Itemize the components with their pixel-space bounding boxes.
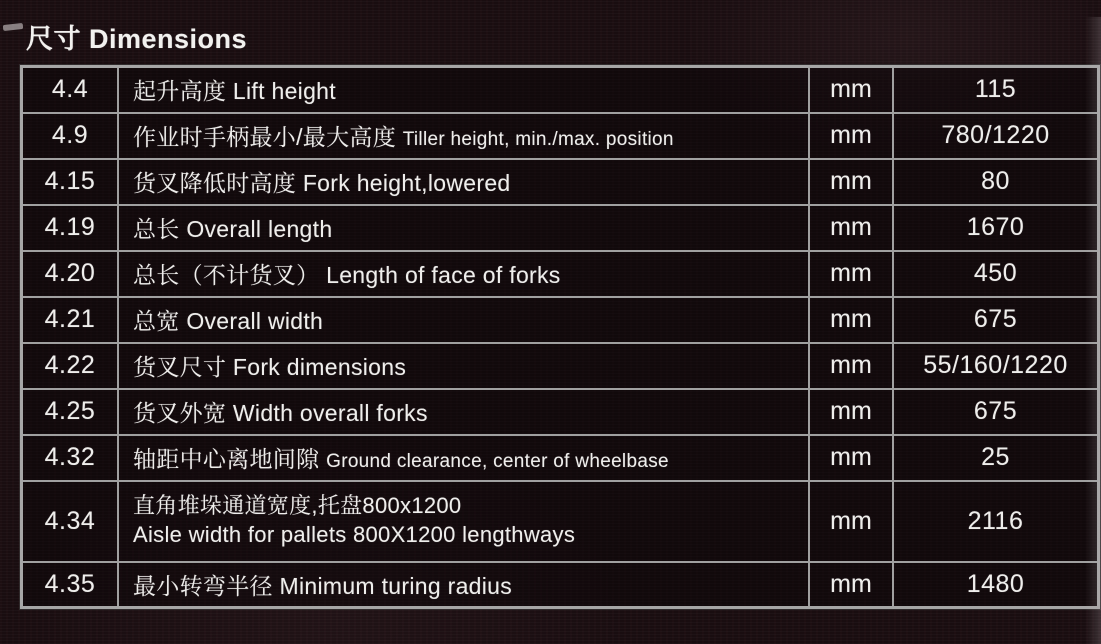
row-unit: mm — [809, 67, 893, 113]
table-row — [22, 67, 1099, 113]
row-code: 4.21 — [22, 297, 119, 343]
row-unit: mm — [809, 113, 893, 159]
table-row — [22, 113, 1099, 159]
row-unit: mm — [809, 251, 893, 297]
table-row — [22, 205, 1099, 251]
row-description — [118, 113, 809, 159]
description-zh: 总宽 — [133, 308, 180, 334]
table-row — [22, 389, 1099, 435]
description-en: Length of face of forks — [326, 262, 561, 288]
row-value: 780/1220 — [893, 113, 1099, 159]
row-description — [118, 562, 809, 608]
row-unit: mm — [809, 562, 893, 608]
table-row — [22, 562, 1099, 608]
description-en: Width overall forks — [232, 400, 428, 426]
table-row — [22, 481, 1099, 562]
description-en: Minimum turing radius — [279, 572, 513, 599]
table-row — [22, 343, 1099, 389]
row-code: 4.4 — [22, 67, 119, 113]
row-code: 4.20 — [22, 251, 119, 297]
description-en: Overall length — [186, 216, 333, 242]
row-unit: mm — [809, 205, 893, 251]
row-description — [118, 159, 809, 205]
row-unit: mm — [809, 297, 893, 343]
description-en: Tiller height, min./max. position — [402, 129, 674, 150]
description-en: Overall width — [186, 308, 324, 334]
description-zh: 起升高度 — [133, 78, 227, 105]
row-unit: mm — [809, 343, 893, 389]
row-code: 4.34 — [22, 481, 119, 562]
row-description — [118, 343, 809, 389]
description-zh: 轴距中心离地间隙 — [133, 446, 320, 472]
row-code: 4.15 — [22, 159, 119, 205]
row-value: 2116 — [893, 481, 1099, 562]
description-line-zh: 直角堆垛通道宽度,托盘800x1200 — [133, 493, 462, 519]
row-code: 4.22 — [22, 343, 119, 389]
row-unit: mm — [809, 159, 893, 205]
description-en: Fork height,lowered — [302, 170, 511, 196]
description-zh: 总长（不计货叉） — [133, 262, 320, 288]
row-description — [118, 67, 809, 113]
description-zh: 货叉尺寸 — [133, 354, 227, 380]
row-value: 450 — [893, 251, 1099, 297]
row-value: 25 — [893, 435, 1099, 481]
row-code: 4.32 — [22, 435, 119, 481]
row-description — [118, 205, 809, 251]
description-zh: 最小转弯半径 — [133, 572, 273, 599]
row-unit: mm — [809, 481, 893, 562]
row-description — [118, 251, 809, 297]
description-zh: 货叉降低时高度 — [133, 170, 297, 196]
row-description — [118, 481, 809, 562]
row-code: 4.9 — [22, 113, 119, 159]
row-unit: mm — [809, 435, 893, 481]
row-code: 4.35 — [22, 562, 119, 608]
table-row — [22, 297, 1099, 343]
row-value: 115 — [893, 67, 1099, 113]
description-zh: 总长 — [133, 216, 180, 242]
row-description — [118, 297, 809, 343]
description-zh: 作业时手柄最小/最大高度 — [133, 124, 396, 150]
description-line-en: Aisle width for pallets 800X1200 lengthways — [133, 522, 576, 547]
row-value: 675 — [893, 389, 1099, 435]
description-zh: 货叉外宽 — [133, 400, 227, 426]
description-en: Fork dimensions — [232, 354, 407, 380]
row-value: 1480 — [893, 562, 1099, 608]
row-unit: mm — [809, 389, 893, 435]
page-title: 尺寸 Dimensions — [26, 24, 248, 54]
row-value: 675 — [893, 297, 1099, 343]
table-row — [22, 159, 1099, 205]
table-row — [22, 251, 1099, 297]
description-en: Ground clearance, center of wheelbase — [326, 451, 669, 472]
row-value: 55/160/1220 — [893, 343, 1099, 389]
scan-artifact-mark — [3, 23, 24, 31]
table-row — [22, 435, 1099, 481]
dimensions-table — [20, 65, 1100, 609]
row-code: 4.25 — [22, 389, 119, 435]
row-code: 4.19 — [22, 205, 119, 251]
row-value: 1670 — [893, 205, 1099, 251]
row-description — [118, 389, 809, 435]
description-en: Lift height — [232, 78, 336, 105]
dimensions-table-body — [22, 67, 1099, 608]
row-value: 80 — [893, 159, 1099, 205]
row-description — [118, 435, 809, 481]
